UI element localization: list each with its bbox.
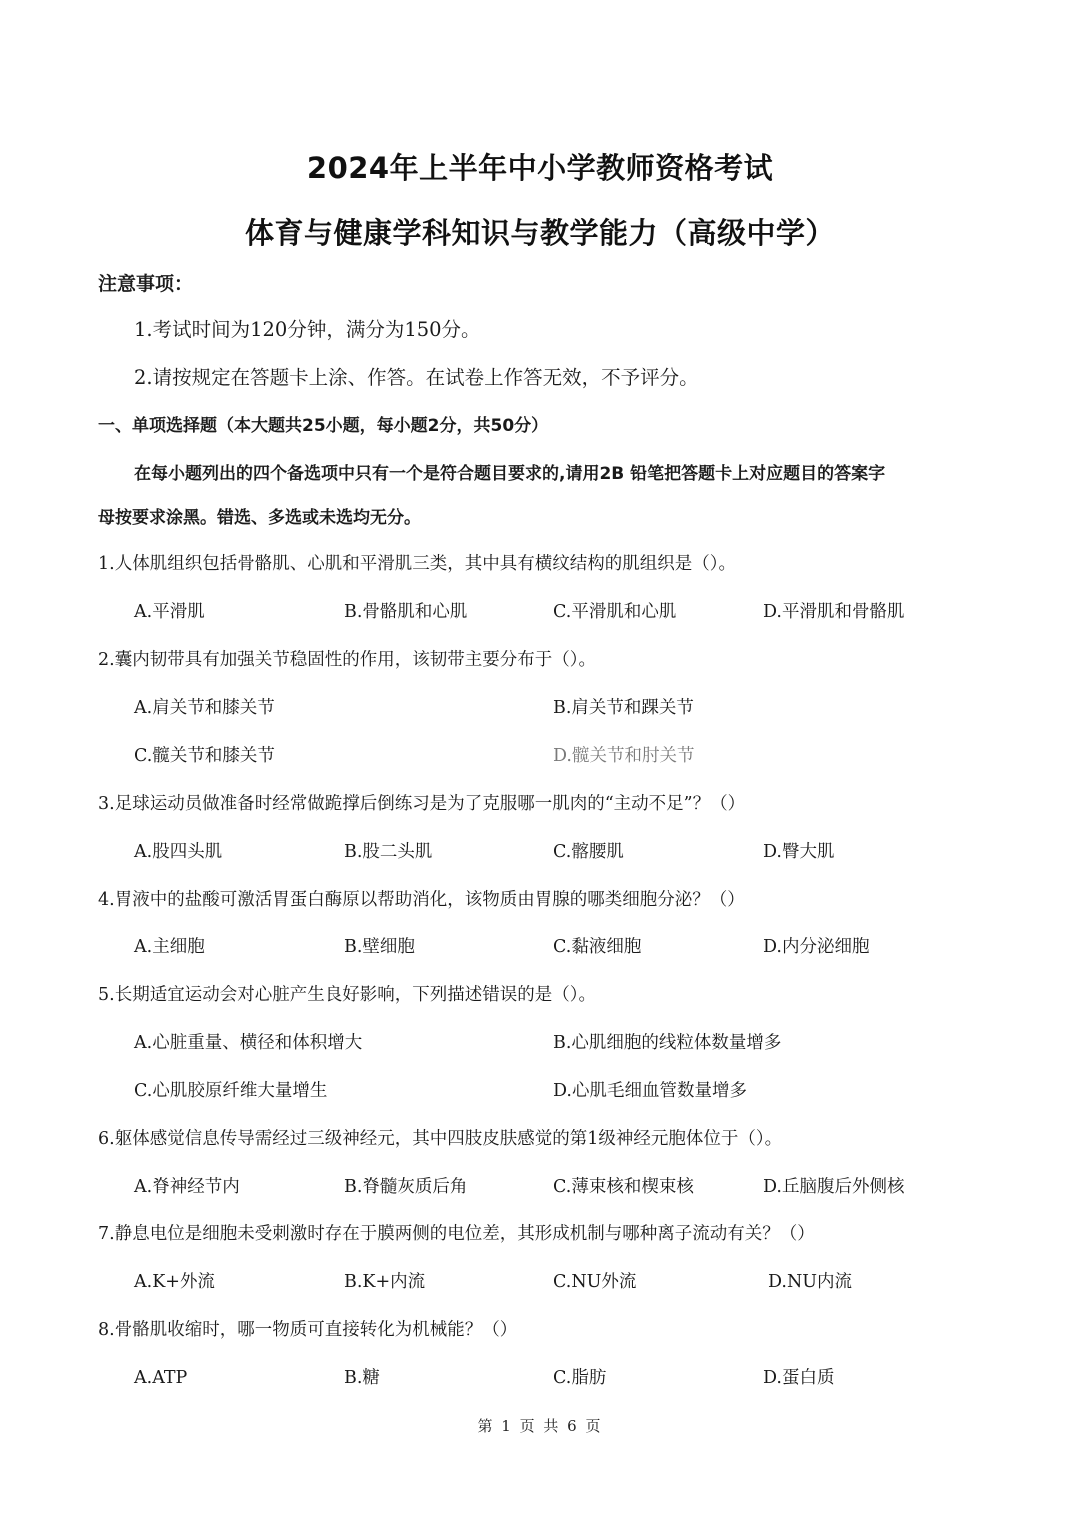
- q2-option-c: C.髋关节和膝关节: [134, 746, 275, 766]
- q8-option-b: B.糖: [344, 1368, 380, 1388]
- question-4: 4.胃液中的盐酸可激活胃蛋白酶原以帮助消化，该物质由胃腺的哪类细胞分泌？（）: [98, 890, 745, 910]
- q8-option-d: D.蛋白质: [763, 1368, 835, 1388]
- q2-option-d: D.髋关节和肘关节: [553, 746, 695, 766]
- q2-option-a: A.肩关节和膝关节: [134, 698, 275, 718]
- exam-title: 2024年上半年中小学教师资格考试: [306, 151, 774, 185]
- q3-option-d: D.臀大肌: [763, 842, 835, 862]
- question-1: 1.人体肌组织包括骨骼肌、心肌和平滑肌三类，其中具有横纹结构的肌组织是（）。: [98, 554, 736, 574]
- question-2: 2.囊内韧带具有加强关节稳固性的作用，该韧带主要分布于（）。: [98, 650, 596, 670]
- q2-option-b: B.肩关节和踝关节: [553, 698, 694, 718]
- q3-option-c: C.髂腰肌: [553, 842, 624, 862]
- q6-option-c: C.薄束核和楔束核: [553, 1177, 694, 1197]
- section-heading: 一、单项选择题（本大题共25小题，每小题2分，共50分）: [98, 416, 549, 436]
- q5-option-c: C.心肌胶原纤维大量增生: [134, 1081, 328, 1101]
- question-3: 3.足球运动员做准备时经常做跪撑后倒练习是为了克服哪一肌肉的“主动不足”？（）: [98, 794, 746, 814]
- notice-label: 注意事项：: [98, 273, 194, 295]
- notice-item-1: 1.考试时间为120分钟，满分为150分。: [134, 318, 481, 341]
- section-instruction-line2: 母按要求涂黑。错选、多选或未选均无分。: [98, 508, 421, 528]
- q5-option-b: B.心肌细胞的线粒体数量增多: [553, 1033, 782, 1053]
- q4-option-c: C.黏液细胞: [553, 937, 642, 957]
- question-6: 6.躯体感觉信息传导需经过三级神经元，其中四肢皮肤感觉的第1级神经元胞体位于（）。: [98, 1129, 783, 1149]
- question-8: 8.骨骼肌收缩时，哪一物质可直接转化为机械能？（）: [98, 1320, 518, 1340]
- q1-option-b: B.骨骼肌和心肌: [344, 602, 468, 622]
- q8-option-a: A.ATP: [134, 1368, 188, 1388]
- q5-option-d: D.心肌毛细血管数量增多: [553, 1081, 747, 1101]
- q1-option-d: D.平滑肌和骨骼肌: [763, 602, 905, 622]
- question-5: 5.长期适宜运动会对心脏产生良好影响，下列描述错误的是（）。: [98, 985, 596, 1005]
- q7-option-b: B.K+内流: [344, 1272, 426, 1292]
- q4-option-a: A.主细胞: [134, 937, 205, 957]
- section-instruction-line1: 在每小题列出的四个备选项中只有一个是符合题目要求的,请用2B 铅笔把答题卡上对应题目的答案字: [134, 464, 886, 484]
- q7-option-d: D.NU内流: [768, 1272, 853, 1292]
- q6-option-b: B.脊髓灰质后角: [344, 1177, 468, 1197]
- page-footer: 第 1 页 共 6 页: [477, 1417, 603, 1435]
- q5-option-a: A.心脏重量、横径和体积增大: [134, 1033, 363, 1053]
- q7-option-a: A.K+外流: [134, 1272, 215, 1292]
- q3-option-b: B.股二头肌: [344, 842, 433, 862]
- q3-option-a: A.股四头肌: [134, 842, 223, 862]
- q8-option-c: C.脂肪: [553, 1368, 607, 1388]
- q6-option-d: D.丘脑腹后外侧核: [763, 1177, 905, 1197]
- q1-option-a: A.平滑肌: [134, 602, 205, 622]
- q7-option-c: C.NU外流: [553, 1272, 637, 1292]
- question-7: 7.静息电位是细胞未受刺激时存在于膜两侧的电位差，其形成机制与哪种离子流动有关？（）: [98, 1224, 815, 1244]
- q1-option-c: C.平滑肌和心肌: [553, 602, 677, 622]
- q6-option-a: A.脊神经节内: [134, 1177, 240, 1197]
- q4-option-b: B.壁细胞: [344, 937, 415, 957]
- notice-item-2: 2.请按规定在答题卡上涂、作答。在试卷上作答无效，不予评分。: [134, 366, 699, 389]
- exam-subtitle: 体育与健康学科知识与教学能力（高级中学）: [244, 216, 835, 250]
- q4-option-d: D.内分泌细胞: [763, 937, 870, 957]
